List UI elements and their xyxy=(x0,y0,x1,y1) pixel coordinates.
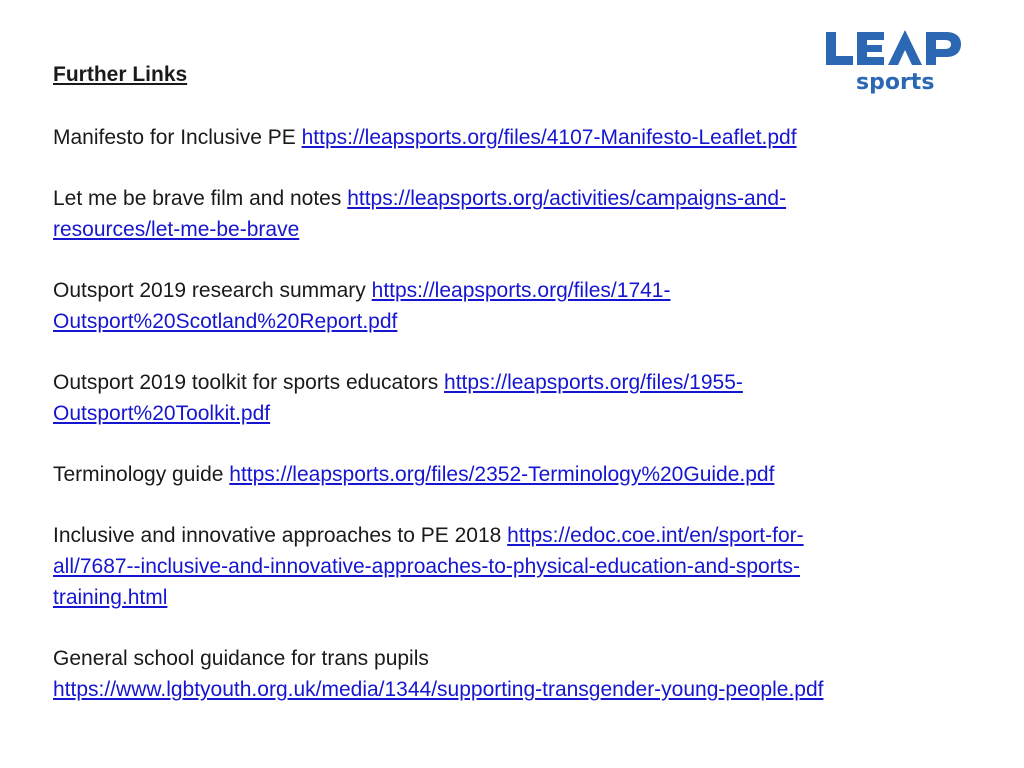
link-url-line-2: Outsport%20Toolkit.pdf xyxy=(53,402,271,425)
link-description: Terminology guide xyxy=(53,463,224,486)
trans-pupils-guidance-link[interactable]: https://www.lgbtyouth.org.uk/media/1344/supporting-transgender-young-people.pdf xyxy=(53,678,824,701)
link-url-line-2: all/7687--inclusive-and-innovative-approaches-to-physical-education-and-sports- xyxy=(53,555,801,578)
link-description: General school guidance for trans pupils xyxy=(53,647,429,670)
link-url-line-1: https://edoc.coe.int/en/sport-for- xyxy=(507,524,804,547)
page-title: Further Links xyxy=(53,63,188,86)
terminology-guide-link[interactable]: https://leapsports.org/files/2352-Terminology%20Guide.pdf xyxy=(229,463,775,486)
list-item xyxy=(53,643,963,705)
list-item xyxy=(53,367,963,429)
link-url-line-1: https://leapsports.org/activities/campaigns-and- xyxy=(347,187,787,210)
link-description: Inclusive and innovative approaches to PE 2018 xyxy=(53,524,502,547)
link-description: Manifesto for Inclusive PE xyxy=(53,126,296,149)
link-url-line-2: Outsport%20Scotland%20Report.pdf xyxy=(53,310,398,333)
list-item xyxy=(53,122,963,153)
link-url-line-2: resources/let-me-be-brave xyxy=(53,218,300,241)
list-item xyxy=(53,275,963,337)
link-description: Outsport 2019 toolkit for sports educators xyxy=(53,371,439,394)
logo-subtext: sports xyxy=(856,70,935,94)
logo-mark xyxy=(826,30,961,65)
link-description: Outsport 2019 research summary xyxy=(53,279,366,302)
link-url-line-3: training.html xyxy=(53,586,168,609)
list-item xyxy=(53,183,963,245)
link-url-line-1: https://leapsports.org/files/1955- xyxy=(444,371,743,394)
list-item xyxy=(53,459,963,490)
link-description: Let me be brave film and notes xyxy=(53,187,342,210)
link-url-line-1: https://leapsports.org/files/1741- xyxy=(371,279,671,302)
list-item xyxy=(53,520,963,613)
manifesto-link[interactable]: https://leapsports.org/files/4107-Manifesto-Leaflet.pdf xyxy=(301,126,797,149)
leap-sports-logo xyxy=(822,26,984,94)
links-list xyxy=(53,122,963,735)
